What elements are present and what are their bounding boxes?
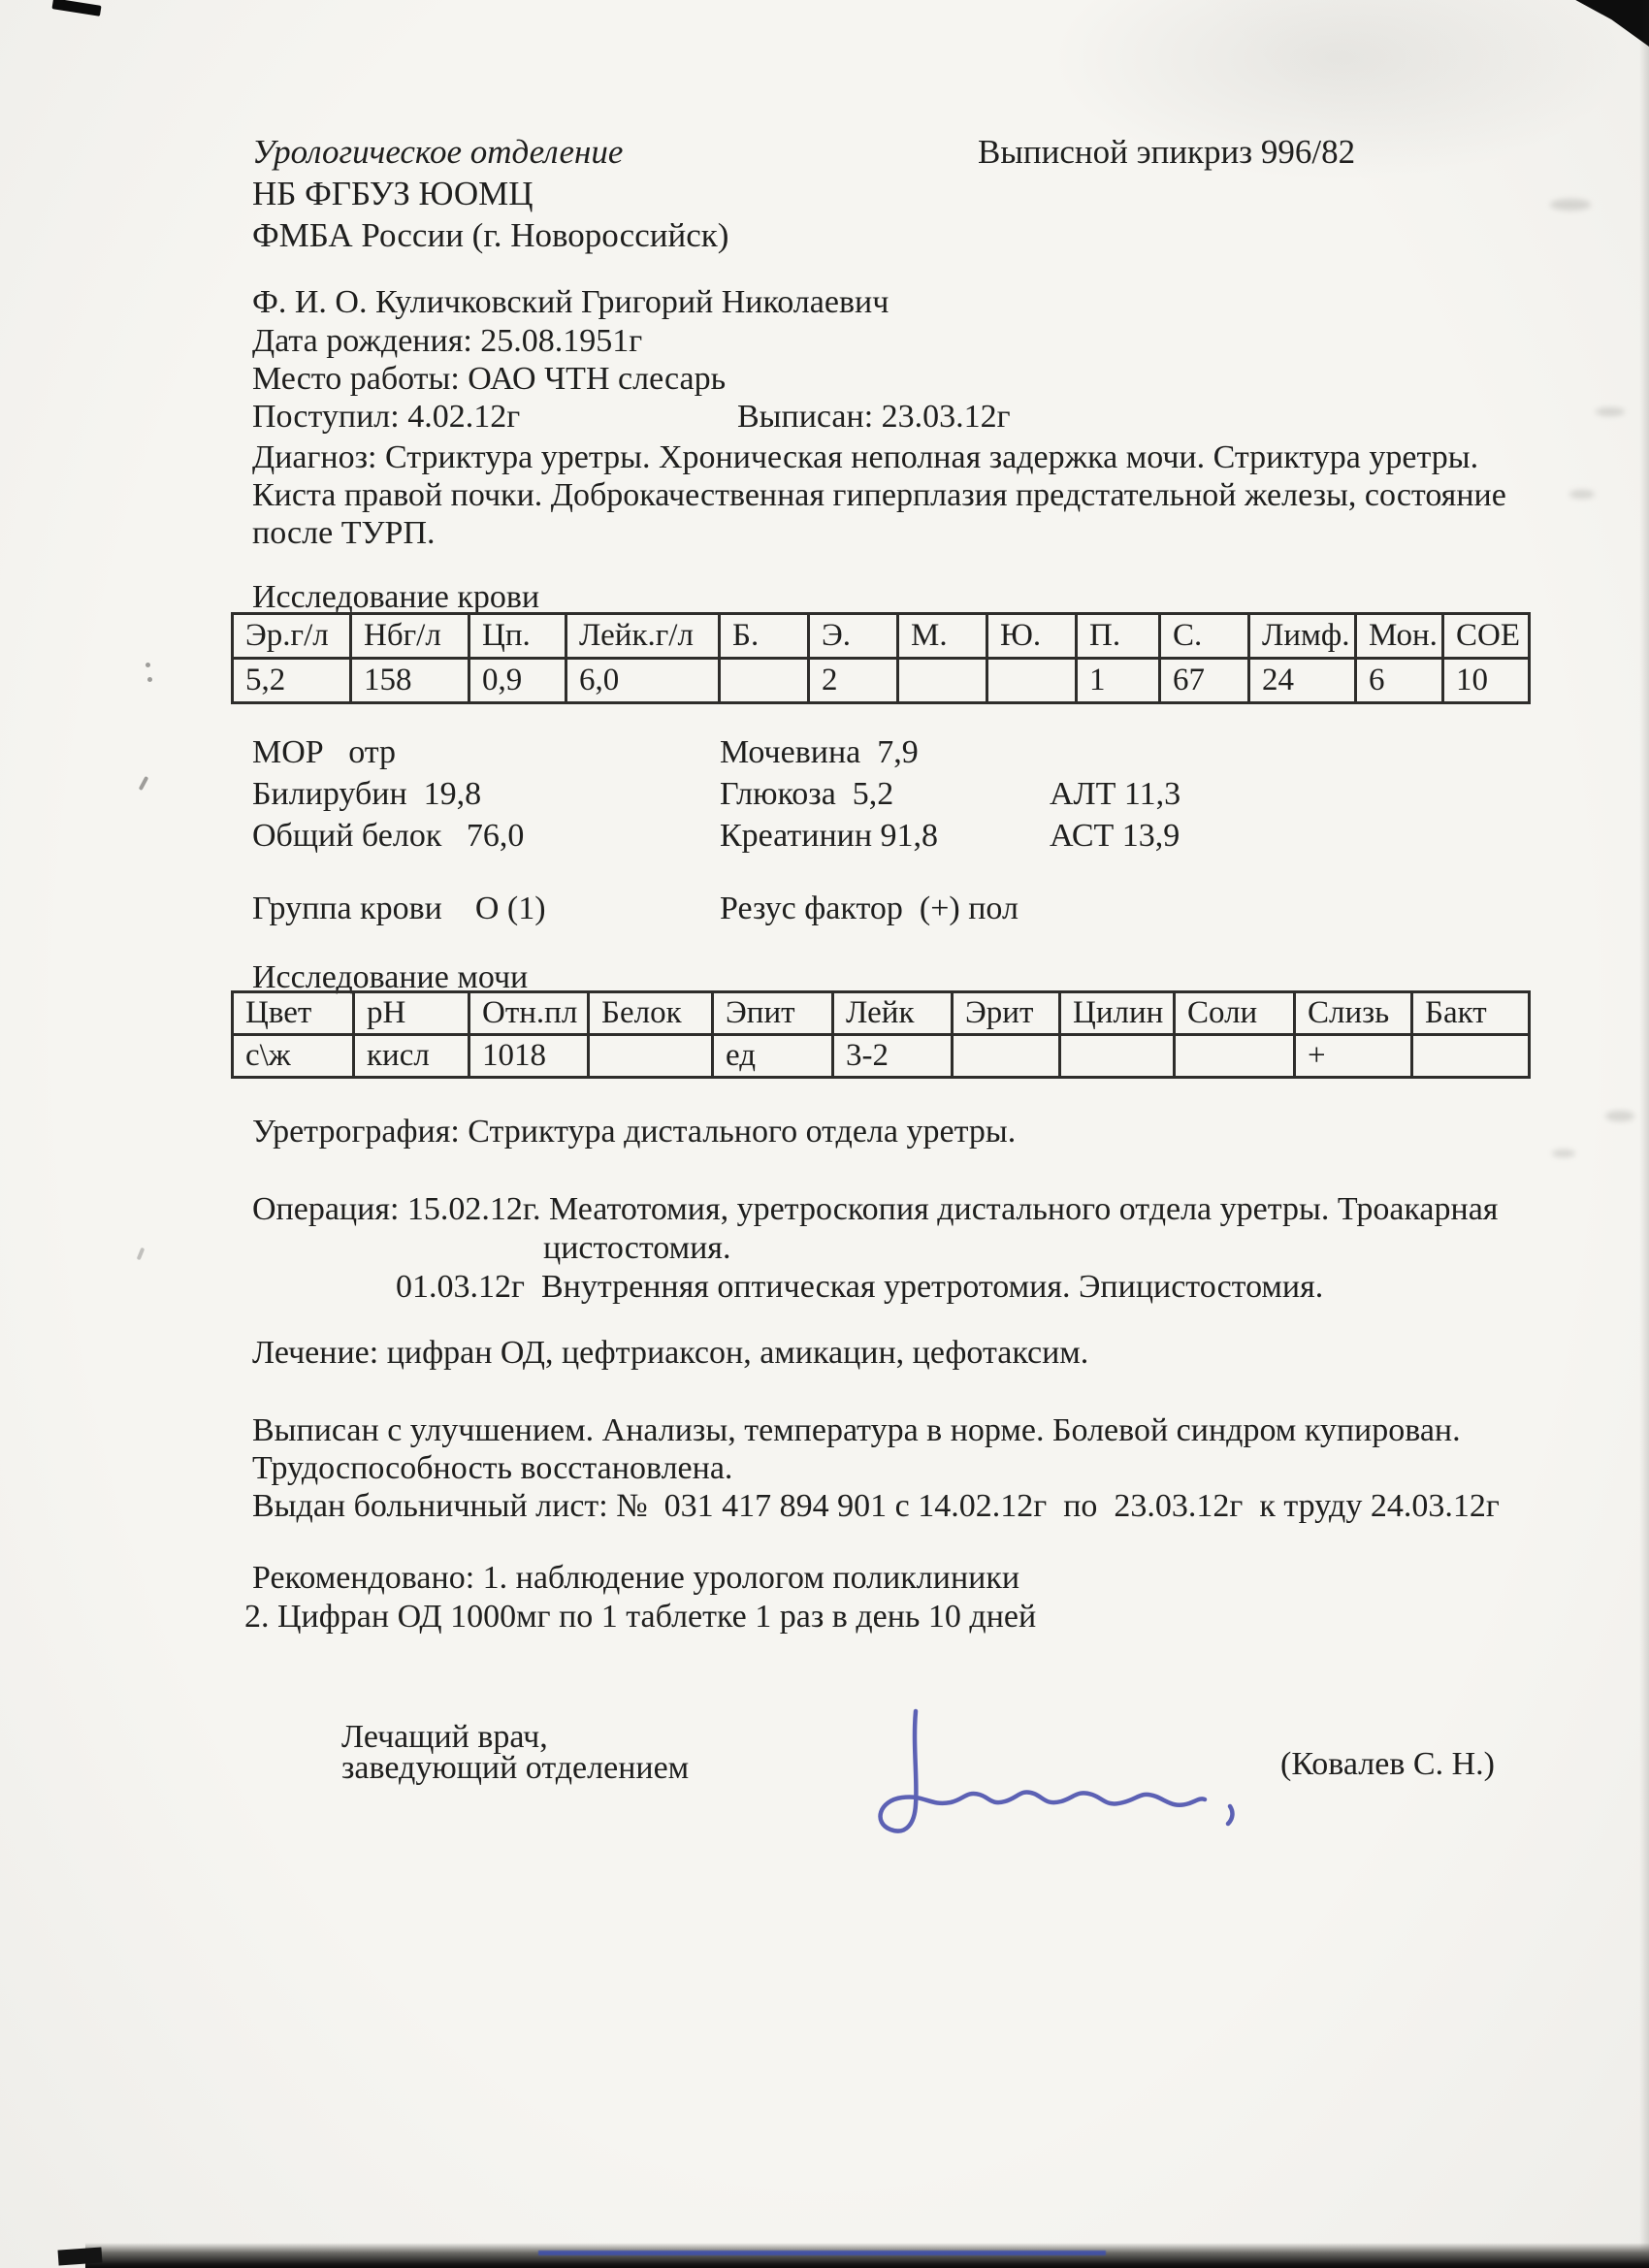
urine-value-cell xyxy=(1412,1035,1530,1078)
blood-value-cell: 6,0 xyxy=(566,659,720,703)
blood-value-row xyxy=(233,659,1530,703)
urine-header-cell: Белок xyxy=(589,992,713,1035)
blood-value-cell xyxy=(987,659,1077,703)
treatment-text: Лечение: цифран ОД, цефтриаксон, амикацин, цефотаксим. xyxy=(252,1335,1089,1371)
scan-speck xyxy=(139,776,149,791)
biochem-glucose: Глюкоза 5,2 xyxy=(720,776,894,812)
blood-value-cell: 5,2 xyxy=(233,659,351,703)
discharge-date: Выписан: 23.03.12г xyxy=(737,399,1011,435)
document-title: Выписной эпикриз 996/82 xyxy=(978,133,1356,171)
recommendation-line1: Рекомендовано: 1. наблюдение урологом поликлиники xyxy=(252,1560,1020,1596)
biochem-creatinine: Креатинин 91,8 xyxy=(720,818,939,854)
urine-value-cell: + xyxy=(1295,1035,1412,1078)
blood-value-cell: 2 xyxy=(809,659,898,703)
blood-header-cell: Цп. xyxy=(469,614,566,659)
admission-date: Поступил: 4.02.12г xyxy=(252,399,521,435)
operation-line2: цистостомия. xyxy=(543,1230,731,1266)
operation-line3: 01.03.12г Внутренняя оптическая уретротомия. Эпицистостомия. xyxy=(396,1269,1324,1305)
blood-value-cell: 10 xyxy=(1443,659,1530,703)
urine-header-cell: Цилин xyxy=(1060,992,1175,1035)
blood-value-cell: 1 xyxy=(1077,659,1160,703)
biochem-alt: АЛТ 11,3 xyxy=(1050,776,1181,812)
biochem-mor: МОР отр xyxy=(252,734,397,770)
blood-group: Группа крови О (1) xyxy=(252,891,546,926)
discharge-summary-line2: Трудоспособность восстановлена. xyxy=(252,1450,733,1486)
sick-leave-line: Выдан больничный лист: № 031 417 894 901 с 14.02.12г по 23.03.12г к труду 24.03.12г xyxy=(252,1488,1500,1524)
urine-header-cell: Бакт xyxy=(1412,992,1530,1035)
urine-value-cell: 3-2 xyxy=(833,1035,953,1078)
scan-artifact-bottom-left xyxy=(57,2247,102,2265)
urine-header-row xyxy=(233,992,1530,1035)
urine-value-cell xyxy=(953,1035,1060,1078)
urine-header-cell: Цвет xyxy=(233,992,354,1035)
scan-smudge xyxy=(1605,1111,1634,1121)
urine-test-title: Исследование мочи xyxy=(252,959,529,995)
blood-header-cell: Нбг/л xyxy=(351,614,469,659)
scan-smudge xyxy=(1569,490,1595,499)
doctor-role-line1: Лечащий врач, xyxy=(341,1719,548,1755)
scan-smudge xyxy=(1550,199,1591,211)
blood-header-cell: Лимф. xyxy=(1249,614,1356,659)
blood-header-cell: Ю. xyxy=(987,614,1077,659)
handwritten-signature xyxy=(844,1705,1251,1870)
scan-edge-shadow xyxy=(1639,0,1649,2268)
scan-speck xyxy=(147,677,152,682)
scan-bottom-edge xyxy=(85,2243,1649,2268)
biochem-ast: АСТ 13,9 xyxy=(1050,818,1180,854)
urine-value-row xyxy=(233,1035,1530,1078)
blood-test-title: Исследование крови xyxy=(252,579,540,615)
scan-speck xyxy=(137,1247,146,1261)
blood-value-cell xyxy=(720,659,809,703)
urine-value-cell: 1018 xyxy=(469,1035,589,1078)
recommendation-line2: 2. Цифран ОД 1000мг по 1 таблетке 1 раз в день 10 дней xyxy=(244,1599,1037,1635)
urine-value-cell: ед xyxy=(713,1035,833,1078)
patient-workplace: Место работы: ОАО ЧТН слесарь xyxy=(252,361,727,397)
blood-header-row xyxy=(233,614,1530,659)
discharge-summary-line1: Выписан с улучшением. Анализы, температура в норме. Болевой синдром купирован. xyxy=(252,1412,1461,1448)
urine-value-cell: с\ж xyxy=(233,1035,354,1078)
biochem-total-protein: Общий белок 76,0 xyxy=(252,818,525,854)
urine-header-cell: Соли xyxy=(1175,992,1295,1035)
urine-header-cell: pH xyxy=(354,992,469,1035)
doctor-name: (Ковалев С. Н.) xyxy=(1280,1746,1495,1782)
blood-header-cell: С. xyxy=(1160,614,1249,659)
blood-value-cell: 67 xyxy=(1160,659,1249,703)
diagnosis-text: Диагноз: Стриктура уретры. Хроническая неполная задержка мочи. Стриктура уретры. Киста правой почки. Доброкачественная гиперплазия предстательной железы, состояние после ТУРП. xyxy=(252,439,1506,551)
blood-header-cell: Мон. xyxy=(1356,614,1443,659)
patient-name: Ф. И. О. Куличковский Григорий Николаевич xyxy=(252,284,889,320)
doctor-role-line2: заведующий отделением xyxy=(341,1750,690,1786)
urine-value-cell xyxy=(1175,1035,1295,1078)
blood-value-cell: 6 xyxy=(1356,659,1443,703)
organization-line2: ФМБА России (г. Новороссийск) xyxy=(252,216,729,254)
urine-value-cell xyxy=(589,1035,713,1078)
urine-header-cell: Лейк xyxy=(833,992,953,1035)
department-title: Урологическое отделение xyxy=(252,133,624,171)
scan-artifact-top-right xyxy=(1566,0,1649,47)
biochem-bilirubin: Билирубин 19,8 xyxy=(252,776,482,812)
patient-birth-date: Дата рождения: 25.08.1951г xyxy=(252,323,643,359)
blood-value-cell: 158 xyxy=(351,659,469,703)
blood-value-cell: 24 xyxy=(1249,659,1356,703)
urine-header-cell: Эрит xyxy=(953,992,1060,1035)
urethrography-result: Уретрография: Стриктура дистального отдела уретры. xyxy=(252,1114,1017,1150)
blood-value-cell xyxy=(898,659,987,703)
organization-line1: НБ ФГБУЗ ЮОМЦ xyxy=(252,175,534,212)
blood-header-cell: П. xyxy=(1077,614,1160,659)
rhesus-factor: Резус фактор (+) пол xyxy=(720,891,1018,926)
blood-test-table xyxy=(231,612,1531,704)
blood-header-cell: Э. xyxy=(809,614,898,659)
blood-header-cell: Лейк.г/л xyxy=(566,614,720,659)
scan-smudge xyxy=(1552,1150,1575,1157)
blood-header-cell: М. xyxy=(898,614,987,659)
urine-value-cell: кисл xyxy=(354,1035,469,1078)
scan-bottom-blue-streak xyxy=(538,2251,1106,2255)
biochem-urea: Мочевина 7,9 xyxy=(720,734,919,770)
blood-header-cell: СОЕ xyxy=(1443,614,1530,659)
scan-artifact-top-left xyxy=(51,0,101,16)
urine-value-cell xyxy=(1060,1035,1175,1078)
operation-line1: Операция: 15.02.12г. Меатотомия, уретроскопия дистального отдела уретры. Троакарная xyxy=(252,1191,1499,1227)
urine-header-cell: Слизь xyxy=(1295,992,1412,1035)
blood-value-cell: 0,9 xyxy=(469,659,566,703)
scan-speck xyxy=(146,663,150,667)
urine-header-cell: Отн.пл xyxy=(469,992,589,1035)
blood-header-cell: Б. xyxy=(720,614,809,659)
scan-smudge xyxy=(1596,407,1625,416)
urine-header-cell: Эпит xyxy=(713,992,833,1035)
urine-test-table xyxy=(231,990,1531,1079)
blood-header-cell: Эр.г/л xyxy=(233,614,351,659)
